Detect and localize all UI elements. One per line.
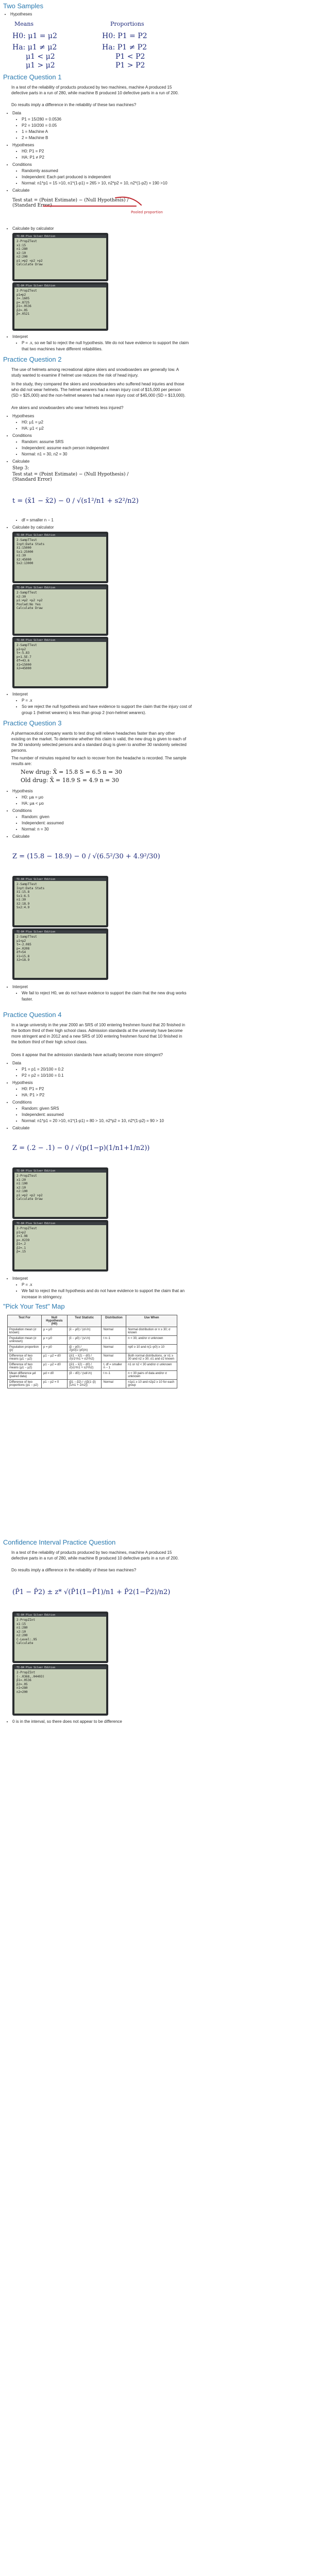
pq1-annotation-text: Pooled proportion (131, 210, 163, 214)
calc-line: p̂2=.05 (16, 308, 28, 312)
calc-line: Sx2:4.9 (16, 906, 30, 909)
pq1-hyp-item: • H0: P1 = P2 (22, 148, 44, 155)
table-cell: μ1 − μ2 = d0 (41, 1353, 67, 1362)
pq2-df: • df = smaller n − 1 (22, 517, 54, 523)
calc-header: TI-84 Plus Silver Edition (16, 639, 56, 642)
calc-line: C-Level:.95 (16, 1637, 37, 1641)
pq3-work-text: Z = (15.8 − 18.9) − 0 / √(6.5²/30 + 4.9²/30) (12, 853, 160, 860)
pq3-interpret-list (5, 984, 28, 990)
pq4-cond-items (14, 1106, 192, 1124)
table-header-cell: Test For (8, 1315, 42, 1327)
calc-display (14, 930, 106, 978)
calc-line: n2:100 (16, 1190, 28, 1193)
handwritten-hypotheses (9, 18, 174, 69)
pq1-cond-item: • Independent: Each part produced is independent (22, 174, 192, 180)
calc-line: p̂2=.05 (16, 1682, 28, 1686)
pq1-annotation-arrow (115, 197, 141, 205)
table-cell: Normal (102, 1353, 126, 1362)
pq1-interpret-item: • P = .x, so we fail to reject the null hypothesis. We do not have evidence to support the claim that two machines have different reliabilities. (22, 340, 192, 352)
calc-line: Sx1:25000 (16, 550, 34, 554)
table-cell: Difference of two means (μ1 − μ2) (8, 1353, 42, 1362)
pq1-formula: Test stat = (Point Estimate) − (Null Hypothesis) / (Standard Error) (12, 198, 129, 208)
calc-line: μ1<μ2 (16, 939, 26, 943)
calc-display (14, 1666, 106, 1714)
calc-line: p̂1=.0536 (16, 304, 31, 308)
table-cell: Population proportion (p) (8, 1345, 42, 1353)
calc-line: p=.0208 (16, 946, 30, 951)
calc-line: 2-SampTTest (16, 591, 37, 595)
table-header-cell: Null Hypothesis (H0) (41, 1315, 67, 1327)
calculator-screen (12, 637, 108, 688)
calc-line: μ1<μ2 (16, 647, 26, 651)
calc-line: n2:30 (16, 595, 26, 599)
table-cell: ((x̄1 − x̄2) − d0) / √(s1²/n1 + s2²/n2) (67, 1362, 102, 1371)
calc-line: x̄2:45000 (16, 557, 31, 562)
pq2-prompt-2: In the study, they compared the skiers and snowboarders who suffered head injuries and those who did not wear helmets. The helmet wearers had a mean injury cost of $15,000 per person (SD = $25,000) and the non-helmet wearers had a mean injury cost of $45,000 (SD = $13,000). (11, 382, 186, 398)
calc-line: n2=200 (16, 1690, 28, 1694)
table-row (8, 1362, 177, 1371)
calc-line: p̂1=.0536 (16, 1679, 31, 1682)
calc-line: p=1.5E-7 (16, 655, 31, 659)
table-cell: (d̄ − d0) / (sd/√n) (67, 1371, 102, 1380)
hw-ha-means: Ha: μ1 ≠ μ2 (12, 43, 57, 52)
pq3-calc-label: • Calculate (12, 834, 29, 840)
pq1-cond-item: • Normal: n1*p1 = 15 >10, n1*(1-p1) = 265 > 10, n2*p2 = 10, n2*(1-p2) = 190 >10 (22, 180, 192, 187)
pq4-calc-list (5, 1125, 29, 1131)
calc-line: df=43.6 (16, 659, 30, 663)
hw-props-label: Proportions (110, 21, 144, 27)
pq4-handwritten-work (10, 1132, 186, 1163)
pq2-interpret-item: • P = .x (22, 698, 192, 704)
table-cell: μd = d0 (41, 1371, 67, 1380)
pq1-data-list (5, 110, 21, 116)
pq1-prompt: In a test of the reliability of products produced by two machines, machine A produced 15 defective parts in a run of 280, while machine B produced 10 defective parts in a run of 200. (11, 85, 179, 95)
pq3-cond-items (14, 814, 63, 833)
table-row (8, 1371, 177, 1380)
table-cell: Normal (102, 1345, 126, 1353)
calc-line: 2-PropZTest (16, 1174, 37, 1178)
pq1-calcby-label: • Calculate by calculator (12, 226, 54, 232)
pq4-data-item: • P2 = p2 = 10/100 = 0.1 (22, 1073, 64, 1079)
pq3-cond-item: • Random: given (22, 814, 63, 820)
calc-line: n1:30 (16, 898, 26, 902)
pq1-data-item: • P1 = 15/280 = 0.0536 (22, 116, 61, 123)
table-row (8, 1327, 177, 1336)
pq1-title: Practice Question 1 (3, 73, 62, 81)
calc-header: TI-84 Plus Silver Edition (16, 534, 56, 537)
calc-line: x2:10 (16, 1185, 26, 1190)
pq1-interpret-list (5, 334, 28, 340)
calc-display (14, 878, 106, 925)
pq4-cond-label: • Conditions (12, 1099, 32, 1106)
calc-line: 2-PropZTest (16, 240, 37, 243)
calc-line: 2-SampTTest (16, 935, 37, 939)
pq1-data-item: • P2 = 10/200 = 0.05 (22, 123, 61, 129)
pq2-hyp-items (14, 419, 44, 432)
pq2-cond-item: • Independent: assume each person independent (22, 445, 109, 451)
calc-line: Calculate Draw (16, 606, 43, 610)
page-title: Two Samples (3, 2, 44, 10)
calculator-screen (12, 282, 108, 331)
pq4-hyp-item: • H0: P1 = P2 (22, 1086, 44, 1092)
calc-line: x2:10 (16, 251, 26, 255)
ci-work-text: (P̂1 − P̂2) ± z* √(P̂1(1−P̂1)/n1 + P̂2(1−P̂2)/n2) (12, 1588, 171, 1596)
pq1-calc-list (5, 188, 29, 194)
pq2-question: Are skiers and snowboarders who wear helmets less injured? (11, 405, 124, 410)
table-cell: (x̄ − μ0) / (s/√n) (67, 1336, 102, 1345)
calc-display (14, 284, 106, 329)
calc-line: n1:100 (16, 1182, 28, 1185)
calculator-screen (12, 876, 108, 927)
pq1-interpret-items (14, 340, 192, 352)
calc-line: 2-SampTTest (16, 883, 37, 886)
calc-line: p̂=.0521 (16, 312, 30, 316)
calc-header: TI-84 Plus Silver Edition (16, 878, 56, 881)
pq3-handwritten-work (10, 841, 186, 872)
table-cell: t, df = smaller n − 1 (102, 1362, 126, 1371)
table-header-cell: Test Statistic (67, 1315, 102, 1327)
table-cell: (p̂1 − p̂2) / √(p̂(1−p̂)(1/n1 + 1/n2)) (67, 1380, 102, 1388)
calc-line: p=.8725 (16, 300, 30, 304)
pq1-data-items (14, 116, 61, 141)
table-cell: t n−1 (102, 1336, 126, 1345)
pq4-data-list (5, 1060, 21, 1066)
calc-line: Calculate Draw (16, 263, 43, 266)
pick-table-wrapper (7, 1315, 177, 1388)
table-header-cell: Use When (126, 1315, 177, 1327)
pq3-interpret-items (14, 990, 192, 1003)
pq1-interpret-label: • Interpret (12, 334, 28, 340)
pq3-cond-item: • Independent: assumed (22, 820, 63, 826)
calc-line: Inpt:Data Stats (16, 542, 45, 546)
pq2-hyp-label: • Hypotheses (12, 413, 34, 419)
calc-line: p1:≠p2 <p2 >p2 (16, 1193, 43, 1197)
pq4-hyp-items (14, 1086, 44, 1098)
pq1-hyp-item: • HA: P1 ≠ P2 (22, 155, 44, 161)
table-cell: μ = μ0 (41, 1336, 67, 1345)
pq4-calc-label: • Calculate (12, 1125, 29, 1131)
calc-header: TI-84 Plus Silver Edition (16, 1614, 56, 1617)
calc-line: p1:≠p2 <p2 >p2 (16, 259, 43, 263)
calc-line: t=-5.83 (16, 651, 30, 655)
pq4-interpret-item: • P = .x (22, 1282, 192, 1288)
pq1-question: Do results imply a difference in the reliability of these two machines? (11, 103, 137, 107)
calc-line: 2-PropZTest (16, 289, 37, 293)
table-cell: p = p0 (41, 1345, 67, 1353)
pq4-question: Does it appear that the admission standards have actually become more stringent? (11, 1053, 163, 1057)
pq3-interpret-item: • We fail to reject H0, we do not have evidence to support the claim that the new drug works faster. (22, 990, 192, 1003)
table-row (8, 1353, 177, 1362)
pick-title: "Pick Your Test" Map (3, 1302, 65, 1310)
table-cell: Population mean (σ unknown) (8, 1336, 42, 1345)
calc-header: TI-84 Plus Silver Edition (16, 1666, 56, 1669)
ci-question: Do results imply a difference in the reliability of these two machines? (11, 1568, 137, 1572)
pq1-cond-label: • Conditions (12, 162, 32, 168)
pq4-interpret-label: • Interpret (12, 1276, 28, 1282)
calc-line: x1:15 (16, 1622, 26, 1626)
pq1-cond-items (14, 168, 192, 187)
table-cell: n < 30 pairs of data and/or σ unknown (126, 1371, 177, 1380)
pq2-title: Practice Question 2 (3, 355, 62, 363)
calc-line: 2-PropZTest (16, 1227, 37, 1230)
pq4-interpret-list (5, 1276, 28, 1282)
calc-line: x1:20 (16, 1178, 26, 1182)
pq3-hyp-label: • Hypothesis (12, 788, 33, 794)
table-cell: Both normal distributions, or n1 ≥ 30 and n2 ≥ 30; σ1 and σ2 known (126, 1353, 177, 1362)
pq3-hyp-item: • HA: μa < μo (22, 801, 44, 807)
table-row (8, 1345, 177, 1353)
table-cell: n < 30, and/or σ unknown (126, 1336, 177, 1345)
calc-line: Calculate (16, 1641, 34, 1645)
calc-header: TI-84 Plus Silver Edition (16, 235, 56, 238)
table-cell: μ1 − μ2 = d0 (41, 1362, 67, 1371)
calc-display (14, 534, 106, 581)
pq2-interpret-item: • So we reject the null hypothesis and have evidence to support the claim that the injury cost of group 1 (helmet wearers) is less than group 2 (non-helmet wearers). (22, 704, 192, 716)
calc-display (14, 235, 106, 279)
calc-line: n1=280 (16, 1686, 28, 1690)
calc-line: t=-2.085 (16, 943, 31, 946)
table-cell: n1p1 ≥ 10 and n2p2 ≥ 10 for each group (126, 1380, 177, 1388)
table-cell: Normal (102, 1380, 126, 1388)
pq2-hyp-item: • HA: μ1 < μ2 (22, 426, 44, 432)
pq2-formula: Test stat = (Point Estimate) − (Null Hypothesis) / (Standard Error) (12, 472, 129, 482)
calc-line: p̂1=.2 (16, 1242, 26, 1246)
table-cell: t n−1 (102, 1371, 126, 1380)
pq2-calc-list (5, 459, 29, 465)
pq4-prompt: In a large university in the year 2000 an SRS of 100 entering freshmen found that 20 finished in the bottom third of their high school class. Admission standards at the university have become more stringent and in 2012 and a new SRS of 100 entering freshmen found that 10 finished in the bottom third of their high school class. (11, 1023, 186, 1044)
calc-display (14, 1614, 106, 1661)
calc-line: 2-SampTTest (16, 538, 37, 542)
pq2-handwritten-work (10, 486, 180, 515)
calculator-screen (12, 532, 108, 583)
pq2-cond-label: • Conditions (12, 433, 32, 439)
table-cell: μ = μ0 (41, 1327, 67, 1336)
calculator-screen (12, 1664, 108, 1716)
calc-line: μ1:≠μ2 <μ2 >μ2 (16, 599, 43, 602)
table-cell: (p̂ − p0) / √(p0(1−p0)/n) (67, 1345, 102, 1353)
calc-display (14, 639, 106, 686)
calc-line: p=.0239 (16, 1238, 30, 1242)
calc-header: TI-84 Plus Silver Edition (16, 284, 56, 287)
calc-line: n1:280 (16, 247, 28, 251)
calc-display (14, 586, 106, 634)
pq4-cond-item: • Independent: assumed (22, 1112, 192, 1118)
pq4-hyp-list (5, 1080, 33, 1086)
pq4-title: Practice Question 4 (3, 1011, 62, 1019)
table-cell: Difference of two proportions (p1 − p2) (8, 1380, 42, 1388)
calc-line: x1:15 (16, 243, 26, 247)
pq3-prompt: A pharmaceutical company wants to test drug will relieve headaches faster than any other existing on the market. To determine whether this claim is valid, the new drug is given to each of the 30 randomly selected persons and a standard drug is given to another 30 randomly selected persons. (11, 731, 187, 753)
calc-line: 2-PropZInt (16, 1618, 36, 1622)
calc-line: n1:30 (16, 554, 26, 557)
pq2-step: Step 3: (12, 466, 29, 471)
ci-handwritten-work (10, 1577, 186, 1607)
pq4-hyp-label: • Hypothesis (12, 1080, 33, 1086)
pq3-old-drug: Old drug: X̄ = 18.9 S = 4.9 n = 30 (21, 777, 119, 784)
hw-h0-means: H0: μ1 = μ2 (12, 32, 57, 40)
calc-line: Sx1:6.5 (16, 894, 30, 898)
calc-line: n1:280 (16, 1626, 28, 1630)
calc-line: n2:200 (16, 1634, 28, 1637)
ci-title: Confidence Interval Practice Question (3, 1538, 116, 1546)
calc-line: x̄1:15.8 (16, 890, 30, 894)
calc-line: 2-PropZInt (16, 1671, 36, 1674)
pq1-data-label: • Data (12, 110, 21, 116)
pq4-data-items (14, 1066, 64, 1079)
pq4-work-text: Z = (.2 − .1) − 0 / √(p(1−p)(1/n1+1/n2)) (12, 1144, 150, 1152)
pq2-interpret-label: • Interpret (12, 691, 28, 698)
hw-means-label: Means (14, 21, 34, 27)
table-header-row (8, 1315, 177, 1327)
pq1-hyp-list (5, 142, 34, 148)
pq2-df-list (14, 517, 54, 523)
table-row (8, 1380, 177, 1388)
pq4-data-item: • P1 = p1 = 20/100 = 0.2 (22, 1066, 64, 1073)
pq3-title: Practice Question 3 (3, 719, 62, 727)
table-cell: n1 or n2 < 30 and/or σ unknown (126, 1362, 177, 1371)
pq2-cond-list (5, 433, 32, 439)
calc-line: z=1.98 (16, 1234, 28, 1238)
pq3-cond-label: • Conditions (12, 808, 32, 814)
pq4-cond-item: • Normal: n1*p1 = 20 >10, n1*(1-p1) = 80 > 10, n2*p2 = 10, n2*(1-p2) = 90 > 10 (22, 1118, 192, 1124)
calculator-screen (12, 233, 108, 281)
calc-header: TI-84 Plus Silver Edition (16, 930, 56, 934)
pq1-calc-label: • Calculate (12, 188, 29, 194)
calc-line: n2:200 (16, 255, 28, 259)
pq3-new-drug: New drug: X̄ = 15.8 S = 6.5 n = 30 (21, 769, 122, 775)
calc-line: p̂2=.1 (16, 1246, 26, 1250)
table-cell: Population mean (σ known) (8, 1327, 42, 1336)
pq2-prompt: The use of helmets among recreational alpine skiers and snowboarders are generally low. A study wanted to examine if helmet use reduces the risk of head injury. (11, 367, 179, 378)
calc-line: x̄1:15000 (16, 546, 31, 550)
pq1-cond-list (5, 162, 32, 168)
calc-line: Sx2:13000 (16, 562, 34, 565)
table-cell: np0 ≥ 10 and n(1−p0) ≥ 10 (126, 1345, 177, 1353)
pq3-prompt-2: The number of minutes required for each to recover from the headache is recorded. The sample results are: (11, 756, 187, 766)
calc-line: df=54 (16, 951, 26, 954)
hw-ha-props: Ha: P1 ≠ P2 (102, 43, 147, 52)
table-cell: Normal (102, 1327, 126, 1336)
ci-prompt: In a test of the reliability of products produced by two machines, machine A produced 15 defective parts in a run of 280, while machine B produced 10 defective parts in a run of 200. (11, 1550, 179, 1561)
hw-gt-props: P1 > P2 (115, 61, 145, 69)
table-cell: ((x̄1 − x̄2) − d0) / √(σ1²/n1 + σ2²/n2) (67, 1353, 102, 1362)
calc-display (14, 1222, 106, 1269)
pq3-hyp-list (5, 788, 33, 794)
pq2-hyp-item: • H0: μ1 = μ2 (22, 419, 44, 426)
calculator-screen (12, 928, 108, 980)
calc-line: p1>p2 (16, 1230, 26, 1234)
table-cell: p1 − p2 = 0 (41, 1380, 67, 1388)
calc-line: 2-SampTTest (16, 643, 37, 647)
pq2-cond-items (14, 439, 109, 457)
hypotheses-list (3, 11, 32, 18)
pq3-cond-list (5, 808, 32, 814)
hw-lt-props: P1 < P2 (115, 53, 145, 61)
pq2-hyp-list (5, 413, 34, 419)
pq3-hyp-item: • H0: μa = μo (22, 794, 44, 801)
calc-line: x̄1=15000 (16, 663, 31, 667)
calc-header: TI-84 Plus Silver Edition (16, 1170, 56, 1173)
pq1-hyp-label: • Hypotheses (12, 142, 34, 148)
calculator-screen (12, 1167, 108, 1219)
calculator-screen (12, 1220, 108, 1272)
calc-line: x2:10 (16, 1630, 26, 1634)
pq2-work-text: t = (x̄1 − x̄2) − 0 / √(s1²/n1 + s2²/n2) (12, 497, 139, 505)
pq3-calc-list (5, 834, 29, 840)
pq1-calcby-list (5, 226, 54, 232)
pick-test-table (7, 1315, 177, 1388)
pq2-cond-item: • Normal: n1 = 30, n2 = 30 (22, 451, 109, 457)
calc-header: TI-84 Plus Silver Edition (16, 1222, 56, 1225)
calc-line: x̄2=18.9 (16, 958, 30, 962)
table-cell: (x̄ − μ0) / (σ/√n) (67, 1327, 102, 1336)
calc-line: z=.1605 (16, 297, 30, 300)
calc-header: TI-84 Plus Silver Edition (16, 586, 56, 589)
pq1-formula-annotation (12, 195, 167, 224)
table-row (8, 1336, 177, 1345)
table-cell: Mean difference μd (paired data) (8, 1371, 42, 1380)
hypotheses-label: • Hypotheses (10, 11, 32, 18)
pq1-hyp-items (14, 148, 44, 161)
pq4-interpret-item: • We fail to reject the null hypothesis and do not have evidence to support the claim that an increase in stringency. (22, 1288, 192, 1300)
pq2-calcby-label: • Calculate by calculator (12, 524, 54, 531)
hw-gt-means: μ1 > μ2 (26, 61, 55, 69)
pq2-cond-item: • Random: assume SRS (22, 439, 109, 445)
pq2-calc-label: • Calculate (12, 459, 29, 465)
calc-line: x̄2=45000 (16, 667, 31, 670)
pq1-data-item: • 1 = Machine A (22, 129, 61, 135)
calc-line: x̄2:18.9 (16, 902, 30, 906)
pq3-cond-item: • Normal: n = 30 (22, 826, 63, 833)
pq3-hyp-items (14, 794, 44, 807)
ci-interpret: • 0 is in the interval, so there does not appear to be difference (12, 1719, 188, 1725)
table-cell: Normal distribution or n ≥ 30; σ known (126, 1327, 177, 1336)
calc-line: (-.0368,.04403) (16, 1674, 45, 1679)
pq1-data-item: • 2 = Machine B (22, 135, 61, 141)
pq2-interpret-items (14, 698, 192, 716)
pq4-cond-item: • Random: given SRS (22, 1106, 192, 1112)
pq1-cond-item: • Randomly assumed (22, 168, 192, 174)
calc-display (14, 1170, 106, 1217)
calculator-screen (12, 584, 108, 636)
pq4-interpret-items (14, 1282, 192, 1300)
calc-line: p1≠p2 (16, 293, 26, 297)
pq4-cond-list (5, 1099, 32, 1106)
hw-lt-means: μ1 < μ2 (26, 53, 55, 61)
pq2-calcby-list (5, 524, 54, 531)
calculator-screen (12, 1612, 108, 1663)
pq4-data-label: • Data (12, 1060, 21, 1066)
hw-h0-props: H0: P1 = P2 (102, 32, 147, 40)
ci-interpret-list (5, 1719, 188, 1725)
pq4-hyp-item: • HA: P1 > P2 (22, 1092, 44, 1098)
table-header-cell: Distribution (102, 1315, 126, 1327)
calc-line: Calculate Draw (16, 1197, 43, 1201)
calc-line: Pooled:No Yes (16, 602, 41, 606)
pq2-interpret-list (5, 691, 28, 698)
calc-line: p̂=.15 (16, 1250, 26, 1253)
pq3-interpret-label: • Interpret (12, 984, 28, 990)
calc-line: Inpt:Data Stats (16, 886, 45, 890)
table-cell: Difference of two means (μ1 − μ2) (8, 1362, 42, 1371)
calc-line: x̄1=15.8 (16, 954, 30, 958)
